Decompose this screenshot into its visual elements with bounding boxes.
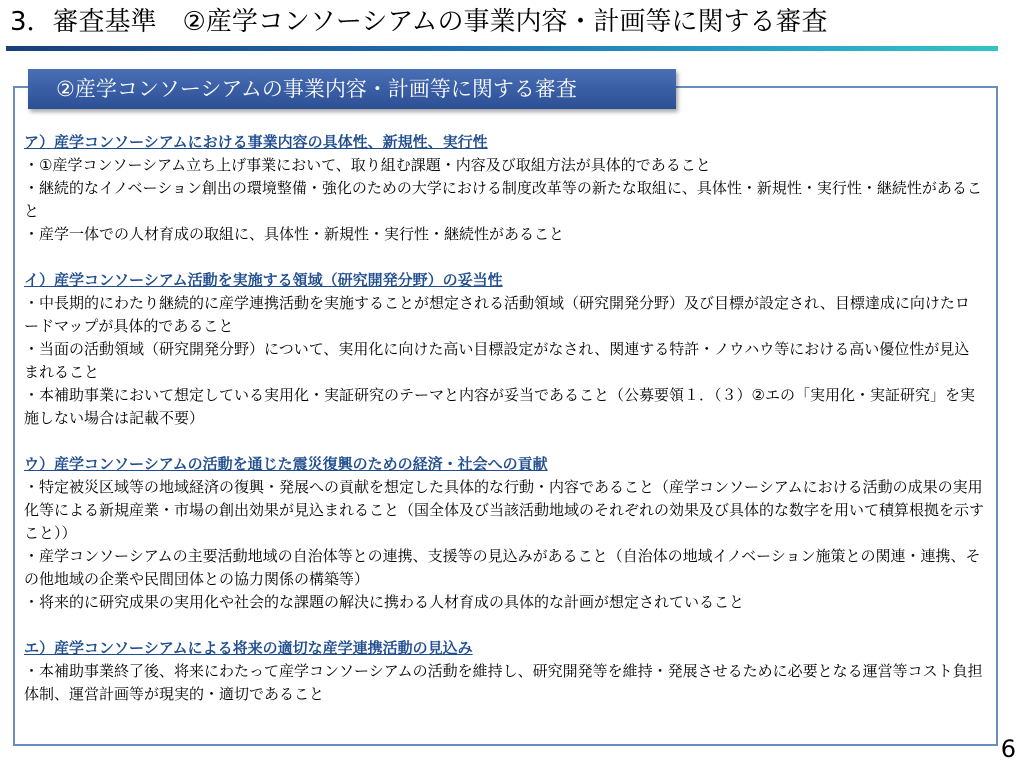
section-heading: イ）産学コンソーシアム活動を実施する領域（研究開発分野）の妥当性 xyxy=(24,271,503,289)
section-a xyxy=(24,131,984,246)
bullet-item: ・特定被災区域等の地域経済の復興・発展への貢献を想定した具体的な行動・内容であること（産学コンソーシアムにおける活動の成果の実用化等による新規産業・市場の創出効果が見込まれること（国全体及び当該活動地域のそれぞれの効果及び具体的な数字を用いて積算根拠を示すこと）） xyxy=(24,478,985,542)
bullet-item: ・本補助事業終了後、将来にわたって産学コンソーシアムの活動を維持し、研究開発等を維持・発展させるために必要となる運営等コスト負担体制、運営計画等が現実的・適切であること xyxy=(24,662,983,703)
bullet-item: ・産学コンソーシアムの主要活動地域の自治体等との連携、支援等の見込みがあること（自治体の地域イノベーション施策との関連・連携、その他地域の企業や民間団体との協力関係の構築等） xyxy=(24,547,981,588)
section-u xyxy=(24,453,984,614)
bullet-item: ・当面の活動領域（研究開発分野）について、実用化に向けた高い目標設定がなされ、関連する特許・ノウハウ等における高い優位性が見込まれること xyxy=(24,340,970,381)
section-heading: エ）産学コンソーシアムによる将来の適切な産学連携活動の見込み xyxy=(24,639,473,657)
bullet-item: ・産学一体での人材育成の取組に、具体性・新規性・実行性・継続性があること xyxy=(24,225,565,243)
bullet-item: ・継続的なイノベーション創出の環境整備・強化のための大学における制度改革等の新たな取組に、具体性・新規性・実行性・継続性があること xyxy=(24,179,982,220)
section-tab: ②産学コンソーシアムの事業内容・計画等に関する審査 xyxy=(28,69,676,109)
bullet-item: ・将来的に研究成果の実用化や社会的な課題の解決に携わる人材育成の具体的な計画が想定されていること xyxy=(24,593,745,611)
title-underline xyxy=(6,46,998,51)
page-number: 6 xyxy=(1000,735,1016,763)
page-title: 3．審査基準 ②産学コンソーシアムの事業内容・計画等に関する審査 xyxy=(10,7,828,37)
bullet-item: ・中長期的にわたり継続的に産学連携活動を実施することが想定される活動領域（研究開発分野）及び目標が設定され、目標達成に向けたロードマップが具体的であること xyxy=(24,294,970,335)
section-i xyxy=(24,269,984,430)
section-e xyxy=(24,637,984,706)
bullet-item: ・①産学コンソーシアム立ち上げ事業において、取り組む課題・内容及び取組方法が具体的であること xyxy=(24,156,711,174)
criteria-content xyxy=(24,131,984,729)
section-heading: ア）産学コンソーシアムにおける事業内容の具体性、新規性、実行性 xyxy=(24,133,488,151)
bullet-item: ・本補助事業において想定している実用化・実証研究のテーマと内容が妥当であること（公募要領１．（３）②エの「実用化・実証研究」を実施しない場合は記載不要） xyxy=(24,386,975,427)
section-heading: ウ）産学コンソーシアムの活動を通じた震災復興のための経済・社会への貢献 xyxy=(24,455,548,473)
